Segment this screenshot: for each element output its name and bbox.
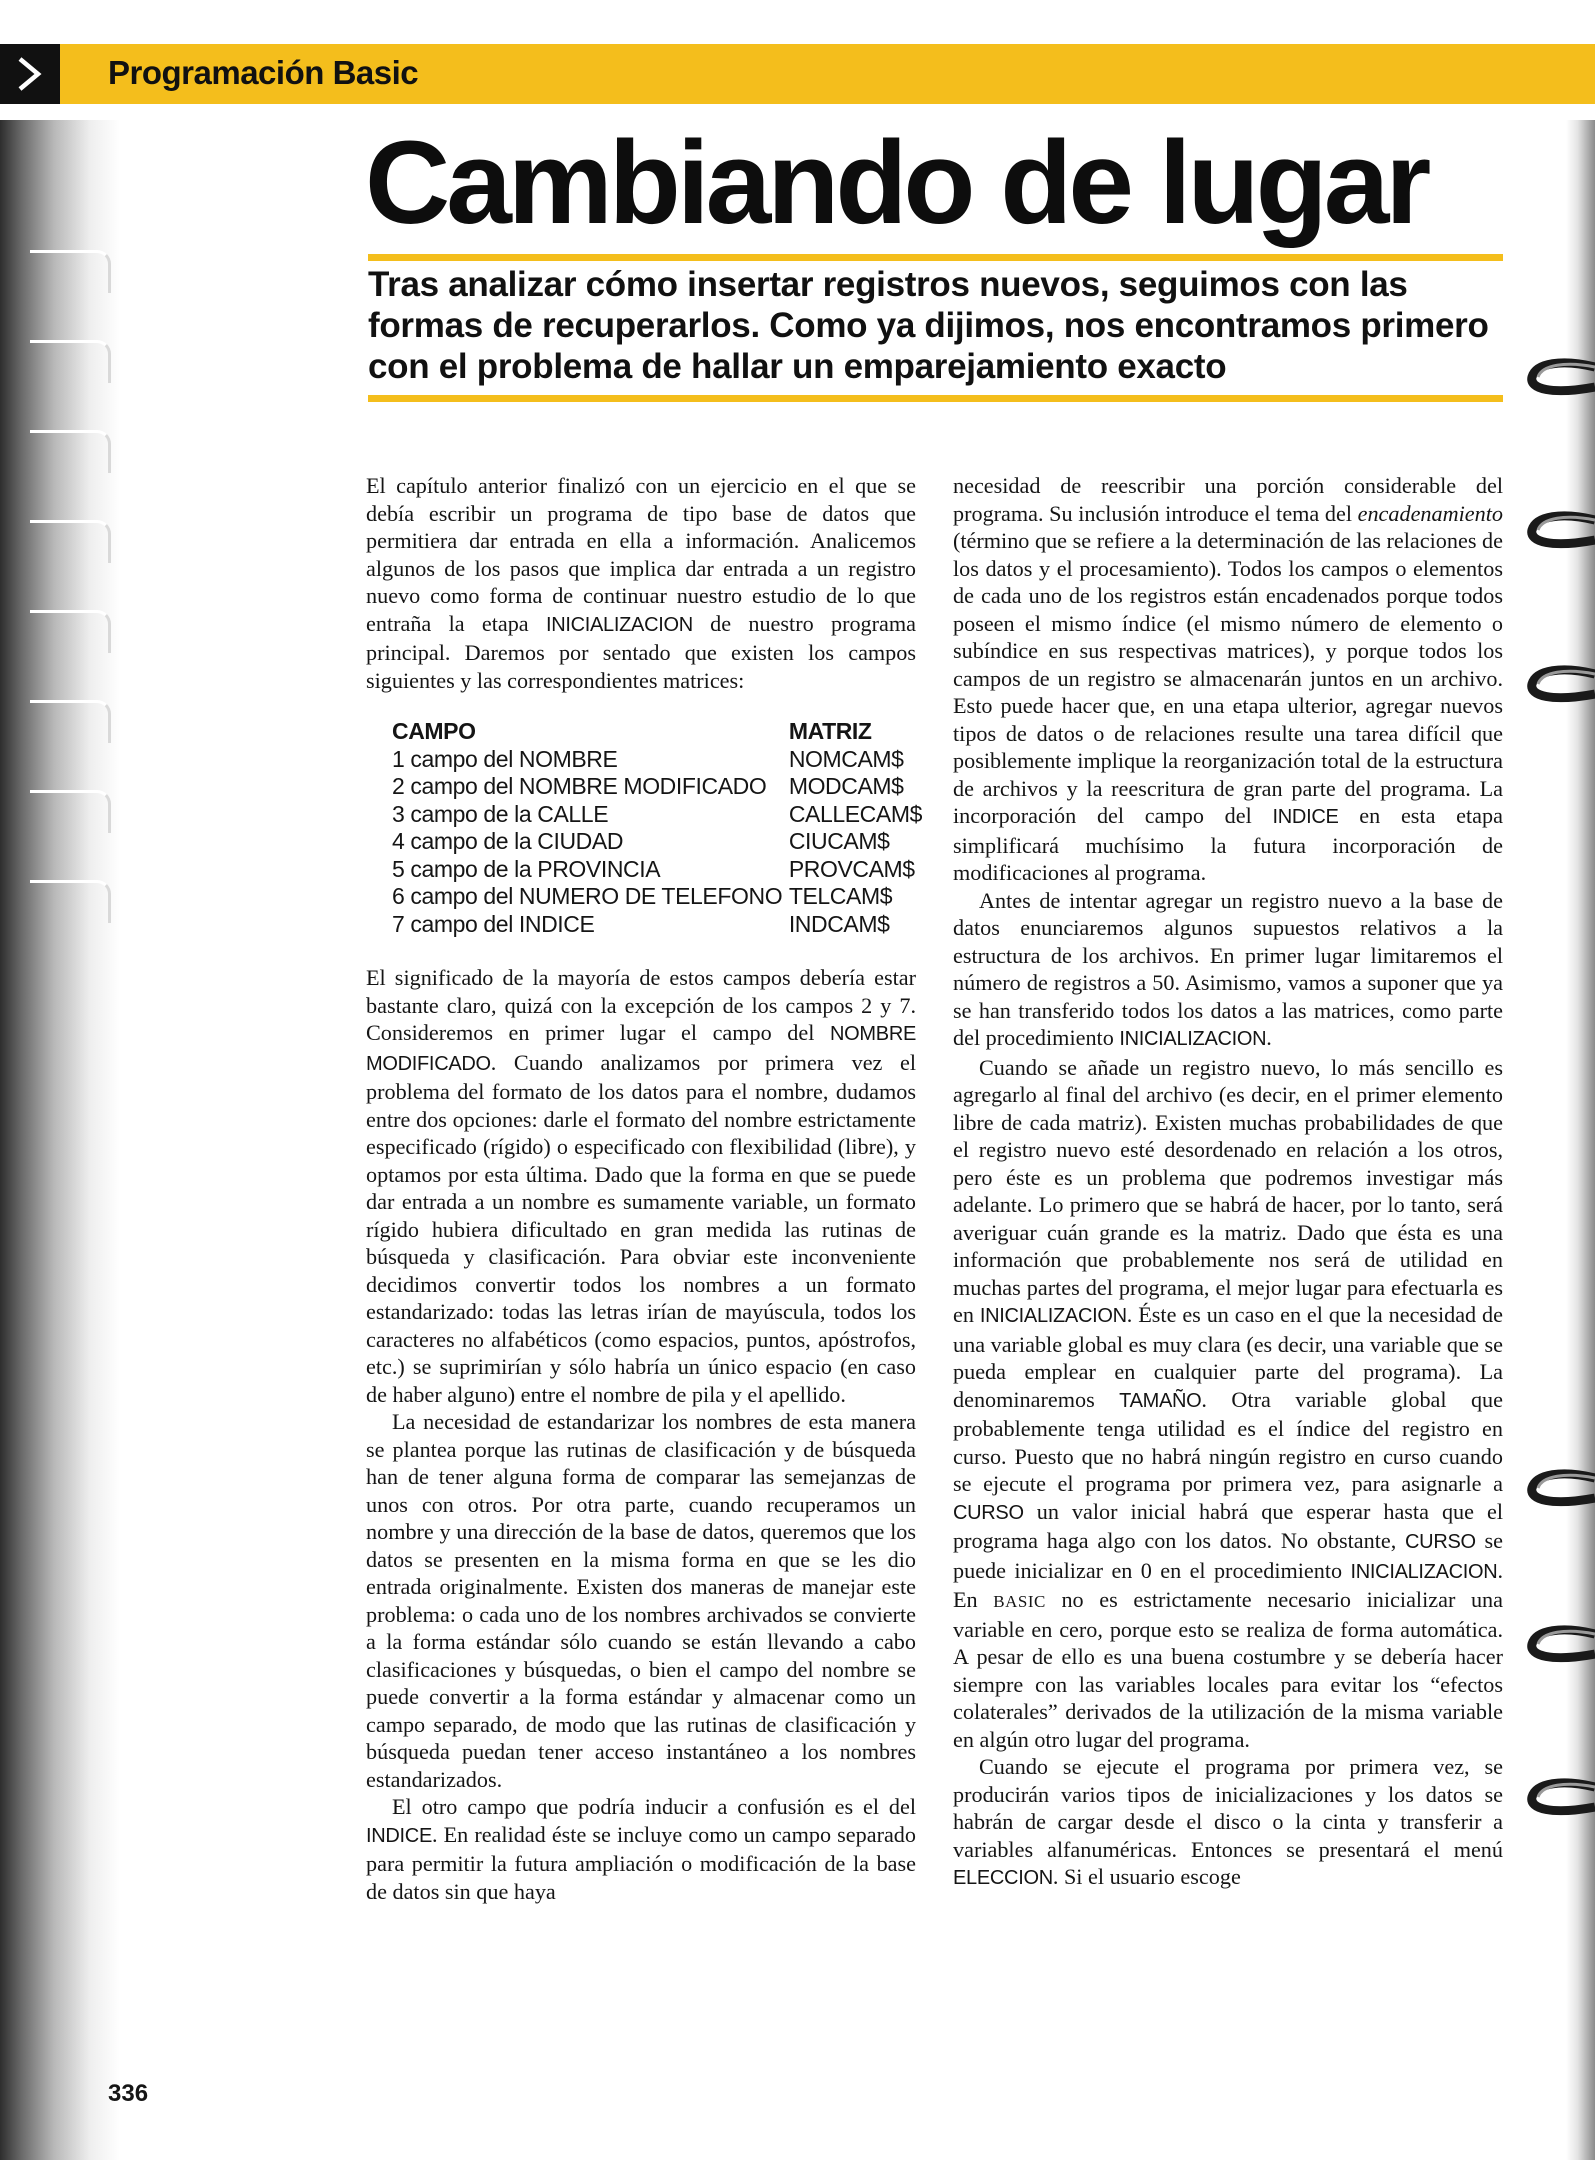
text-run: en esta etapa simplificará muchísimo la futura incorporación de modificaciones al programa.	[953, 803, 1503, 885]
text-run: Cuando se ejecute el programa por primera vez, se producirán varios tipos de inicializaciones y los datos se habrán de cargar desde el disco o la cinta y transferir a variables alfanuméricas. Entonces se presentará el menú	[953, 1754, 1503, 1862]
table-cell: 3 campo de la CALLE	[392, 800, 609, 827]
paragraph	[366, 964, 916, 1408]
binder-ring-icon	[1522, 1466, 1595, 1512]
table-row	[392, 911, 922, 939]
chevron-right-icon	[0, 44, 60, 104]
table-cell: 5 campo de la PROVINCIA	[392, 855, 661, 882]
table-cell: 4 campo de la CIUDAD	[392, 828, 624, 854]
table-row	[392, 773, 922, 801]
text-run: El capítulo anterior finalizó con un ejercicio en el que se debía escribir un programa de tipo base de datos que permitiera dar entrada en ella a información. Analicemos algunos de los pasos que implica dar entrada a un registro nuevo como forma de continuar nuestro estudio de lo que entraña la etapa	[366, 473, 916, 636]
title-rule-bottom	[368, 395, 1503, 402]
text-run: El significado de la mayoría de estos campos debería estar bastante claro, quizá con la excepción de los campos 2 y 7. Consideremos en primer lugar el campo del	[366, 965, 916, 1045]
section-title: Programación Basic	[108, 54, 419, 91]
code-keyword: INICIALIZACION	[1119, 1028, 1267, 1050]
code-keyword: INICIALIZACION	[545, 613, 693, 636]
text-run: se puede inicializar en 0 en el procedimiento	[953, 1528, 1503, 1583]
binder-ring-icon	[1522, 1622, 1595, 1668]
binder-ring-icon	[1522, 508, 1595, 554]
table-cell: 2 campo del NOMBRE MODIFICADO	[392, 773, 767, 799]
paragraph: La necesidad de estandarizar los nombres de esta manera se plantea porque las rutinas de clasificación y de búsqueda han de tener alguna forma de comparar las semejanzas de unos con otros. Por otra parte, cuando recuperamos un nombre y una dirección de la base de datos, queremos que los datos se presenten en la misma forma en que se les dio entrada originalmente. Existen dos maneras de manejar este problema: o cada uno de los nombres archivados se convierte a la forma estándar sólo cuando se están llevando a cabo clasificaciones y búsquedas, o bien el campo del nombre se puede convertir a la forma estándar y almacenar como un campo separado, de modo que las rutinas de clasificación y búsqueda puedan tener acceso instantáneo a los nombres estandarizados.	[366, 1409, 916, 1792]
table-row	[392, 801, 922, 829]
code-keyword: INDICE	[366, 1824, 432, 1847]
right-page-edge	[1566, 120, 1595, 2160]
text-run: . Otra variable global que probablemente tenga utilidad es el índice del registro en curso. Puesto que no habrá ningún registro en curso cuando se ejecute el programa por primera vez, para asignarle a	[953, 1386, 1503, 1496]
paragraph	[366, 472, 916, 694]
table-cell: CIUCAM$	[788, 828, 890, 854]
text-run: no es estrictamente necesario inicializar una variable en cero, porque esto se realiza de forma automática. A pesar de ello es una buena costumbre y se debería hacer siempre con las variables locales para evitar los “efectos colaterales” derivados de la utilización de la misma variable en algún otro lugar del programa.	[953, 1587, 1503, 1752]
article-title: Cambiando de lugar	[365, 117, 1428, 249]
code-keyword: ELECCION	[953, 1867, 1053, 1889]
table-cell: 6 campo del NUMERO DE TELEFONO	[392, 883, 783, 909]
code-keyword: CURSO	[953, 1501, 1024, 1524]
table-cell: INDCAM$	[788, 910, 890, 937]
code-keyword: TAMAÑO	[1119, 1389, 1202, 1412]
text-run: necesidad de reescribir una porción considerable del programa. Su inclusión introduce el tema del	[953, 473, 1503, 526]
table-header-row	[392, 718, 922, 746]
table-cell: PROVCAM$	[788, 855, 915, 882]
text-run: El otro campo que podría inducir a confusión es el del	[392, 1794, 916, 1819]
text-column-right	[953, 472, 1503, 1893]
index-tab-edge	[30, 880, 111, 923]
page-number: 336	[108, 2080, 149, 2107]
emphasis: encadenamiento	[1357, 500, 1503, 526]
text-run: .	[1266, 1025, 1272, 1050]
table-row	[392, 746, 922, 774]
paragraph	[953, 887, 1503, 1054]
column-header: MATRIZ	[788, 718, 872, 744]
binder-ring-icon	[1522, 662, 1595, 708]
table-cell: CALLECAM$	[788, 800, 922, 827]
index-tab-edge	[30, 250, 111, 293]
code-keyword: CURSO	[1405, 1531, 1476, 1553]
paragraph	[366, 1793, 916, 1905]
code-keyword: NOMBRE MODIFICADO	[366, 1023, 916, 1075]
table-cell: 1 campo del NOMBRE	[392, 745, 618, 772]
binder-ring-icon	[1522, 1775, 1595, 1821]
paragraph	[953, 1054, 1503, 1754]
index-tab-edge	[30, 700, 111, 743]
code-keyword: INICIALIZACION	[979, 1305, 1127, 1327]
section-header	[0, 44, 1595, 104]
text-run: (término que se refiere a la determinación de las relaciones de los datos y el procesamiento). Todos los campos o elementos de cada uno de los registros están encadenados porque todos poseen el mismo índice (el mismo número de elemento o subíndice en sus respectivas matrices), y porque todos los campos de un registro se almacenarán juntos en un archivo. Esto puede hacer que, en una etapa ulterior, agregar nuevos tipos de datos o de relaciones resulte una tarea difícil que posiblemente implique la reorganización total de la estructura de archivos y la reescritura de gran parte del programa. La incorporación del campo del	[953, 528, 1503, 828]
index-tab-edge	[30, 340, 111, 383]
index-tab-edges	[30, 250, 110, 990]
text-column-left	[366, 472, 922, 1905]
title-rule-top	[368, 254, 1503, 261]
text-run: Cuando se añade un registro nuevo, lo más sencillo es agregarlo al final del archivo (es decir, en el primer elemento libre de cada matriz). Existen muchas probabilidades de que el registro nuevo esté desordenado en relación a los otros, pero éste es un problema que podremos investigar más adelante. Lo primero que se habrá de hacer, por lo tanto, será averiguar cuán grande es la matriz. Dado que ésta es una información que probablemente nos será de utilidad en muchas partes del programa, el mejor lugar para efectuarla es en	[953, 1054, 1503, 1327]
index-tab-edge	[30, 520, 111, 563]
text-run: . En	[953, 1557, 1503, 1612]
column-header: CAMPO	[392, 718, 476, 744]
index-tab-edge	[30, 790, 111, 833]
table-row	[392, 828, 922, 856]
text-run: . Cuando analizamos por primera vez el problema del formato de los datos para el nombre, dudamos entre dos opciones: darle el formato del nombre estrictamente especificado (rígido) o especificado con flexibilidad (libre), y optamos por esta última. Dado que la forma en que se puede dar entrada a un nombre es sumamente variable, un formato rígido hubiera dificultado en gran medida las rutinas de búsqueda y clasificación. Para obviar este inconveniente decidimos convertir todos los nombres a un formato estandarizado: todas las letras irían de mayúscula, todos los caracteres no alfabéticos (como espacios, puntos, apóstrofos, etc.) se suprimirían y sólo habría un único espacio (en caso de haber alguno) entre el nombre de pila y el apellido.	[366, 1049, 916, 1407]
table-row	[392, 883, 922, 911]
text-run: de nuestro programa principal. Daremos por sentado que existen los campos siguientes y las correspondientes matrices:	[366, 610, 916, 693]
text-run: un valor inicial habrá que esperar hasta que el programa haga algo con los datos. No obstante,	[953, 1498, 1503, 1553]
code-keyword: INDICE	[1272, 806, 1339, 828]
article-subtitle: Tras analizar cómo insertar registros nuevos, seguimos con las formas de recuperarlos. Como ya dijimos, nos encontramos primero con el problema de hallar un emparejamiento exacto	[368, 265, 1489, 386]
fields-table	[392, 718, 922, 938]
text-run: . En realidad éste se incluye como un campo separado para permitir la futura ampliación o modificación de la base de datos sin que haya	[366, 1821, 916, 1904]
table-cell: 7 campo del INDICE	[392, 910, 595, 937]
small-caps-term: BASIC	[993, 1592, 1046, 1611]
table-cell: TELCAM$	[788, 883, 893, 909]
binder-ring-icon	[1522, 355, 1595, 401]
table-cell: NOMCAM$	[788, 745, 904, 772]
text-run: Antes de intentar agregar un registro nuevo a la base de datos enunciaremos algunos supuestos relativos a la estructura de los archivos. En primer lugar limitaremos el número de registros a 50. Asimismo, vamos a suponer que ya se han transferido todos los datos a las matrices, como parte del procedimiento	[953, 887, 1503, 1050]
paragraph	[953, 1753, 1503, 1893]
paragraph	[953, 472, 1503, 887]
index-tab-edge	[30, 610, 111, 653]
index-tab-edge	[30, 430, 111, 473]
text-run: . Si el usuario escoge	[1052, 1864, 1241, 1889]
table-row	[392, 856, 922, 884]
text-run: . Éste es un caso en el que la necesidad de una variable global es muy clara (es decir, una variable que se pueda emplear en cualquier parte del programa). La denominaremos	[953, 1302, 1503, 1412]
table-cell: MODCAM$	[788, 773, 904, 799]
code-keyword: INICIALIZACION	[1350, 1560, 1498, 1583]
